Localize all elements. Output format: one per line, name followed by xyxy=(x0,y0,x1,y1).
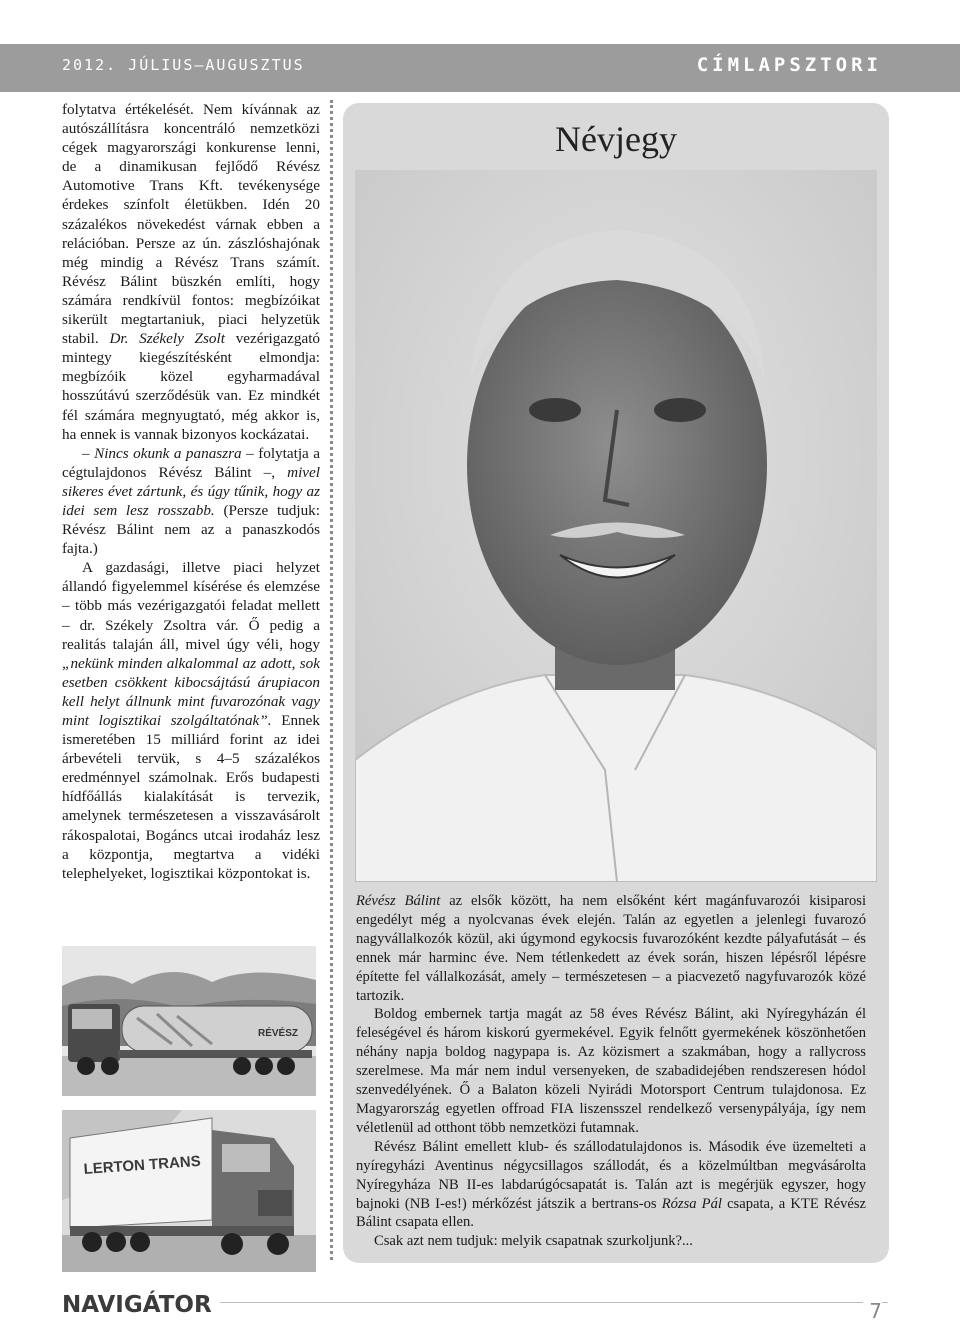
portrait-photo xyxy=(355,170,877,882)
column-divider xyxy=(330,100,333,1260)
paragraph-2: – Nincs okunk a panaszra – folytatja a cégtulajdonos Révész Bálint –, mivel sikeres évet zártunk, és úgy tűnik, hogy az idei sem lesz rosszabb. (Persze tudjuk: Révész Bálint nem az a panaszkodós fajta.) xyxy=(62,444,321,558)
bio-paragraph-1: Révész Bálint az elsők között, ha nem elsőként kért magánfuvarozói kisiparosi engedélyt még a nyolcvanas évek elején. Talán az egyetlen a jelenlegi fuvarozó nagyvállalkozók közül, aki úgymond egykocsis fuvarozóként kezdte pályafutását – és ennek már harminc éve. Nem tétlenkedett az évek során, hiszen lépésről lépésre építette fel vállalkozását, amely – természetesen – a piacvezető nagyfuvarozók közé tartozik. xyxy=(356,893,867,1004)
profile-bio xyxy=(356,892,866,1251)
truck1-brand: RÉVÉSZ xyxy=(258,1028,299,1039)
issue-date: 2012. JÚLIUS–AUGUSZTUS xyxy=(62,56,305,74)
bio-paragraph-4: Csak azt nem tudjuk: melyik csapatnak szurkoljunk?... xyxy=(374,1233,693,1250)
paragraph-1: folytatva értékelését. Nem kívánnak az autószállításra koncentráló nemzetközi cégek magyarországi konkurense lenni, de a dinamikusan fejlődő Révész Automotive Trans Kft. tevékenysége érdekes színfolt életükben. Idén 20 százalékos növekedést várnak ebben a relációban. Persze az ún. zászlóshajónak még mindig a Révész Trans számít. Révész Bálint büszkén említi, hogy számára rendkívül fontos: megbízóikat sikerült megtartaniuk, piaci helyzetük stabil. Dr. Székely Zsolt vezérigazgató mintegy kiegészítésként elmondja: megbízóik közel egyharmadával hosszútávú szerződésük van. Ez mindkét fél számára megnyugtató, még akkor is, ha ennek is vannak bizonyos kockázatai. xyxy=(62,101,321,443)
page-number: 7 xyxy=(863,1299,882,1323)
bio-paragraph-3: Révész Bálint emellett klub- és szállodatulajdonos is. Második éve üzemelteti a nyíregyházi Aventinus négycsillagos szállodát, és a közelmúltban megvásárolta Nyíregyháza NB II-es labdarúgócsapatát is. Talán azt is megérjük egyszer, hogy bajnoki (NB I-es!) mérkőzést játszik a bertrans-os Rózsa Pál csapata, a KTE Révész Bálint csapata ellen. xyxy=(356,1138,866,1231)
article-column xyxy=(62,100,320,883)
tanker-truck-photo xyxy=(62,946,316,1096)
profile-card-title: Névjegy xyxy=(555,119,677,159)
curtain-truck-photo xyxy=(62,1110,316,1272)
bio-paragraph-2: Boldog embernek tartja magát az 58 éves Révész Bálint, aki Nyíregyházán él feleségével és három kiskorú gyermekével. Egyik felnőtt gyermekének köszönhetően néhány napja boldog nagypapa is. Az közismert a szakmában, hogy a rallycross szerelmese. Ma már nem indul versenyeken, de szabadidejében rendszeresen hódol szenvedélyének. Ő a Balaton közeli Nyirádi Motorsport Centrum tulajdonosa. Ez Magyarország egyetlen offroad FIA liszensszel rendelkező versenypályája, így nem véletlenül ad otthont több nemzetközi futamnak. xyxy=(356,1006,866,1136)
magazine-logo: NAVIGÁTOR xyxy=(62,1292,220,1318)
section-title: CÍMLAPSZTORI xyxy=(696,54,882,76)
paragraph-3: A gazdasági, illetve piaci helyzet állandó figyelemmel kísérése és elemzése – több más vezérigazgatói feladat mellett – dr. Székely Zsoltra vár. Ő pedig a realitás talaján áll, mivel úgy véli, hogy „nekünk minden alkalommal az adott, sok esetben csökkent kibocsájtású árupiacon kell helyt állnunk mint fuvarozónak vagy mint logisztikai szolgáltatónak”. Ennek ismeretében 15 milliárd forint az idei árbevételi tervük, s 4–5 százalékos eredménnyel számolnak. Erős budapesti hídfőállás kialakítását is tervezik, amelynek természetesen a visszavásárolt rákospalotai, Bogáncs utcai irodaház lesz a központja, megtartva a vidéki telephelyeket, logisztikai központokat is. xyxy=(62,559,320,882)
truck2-brand: LERTON TRANS xyxy=(83,1152,202,1178)
